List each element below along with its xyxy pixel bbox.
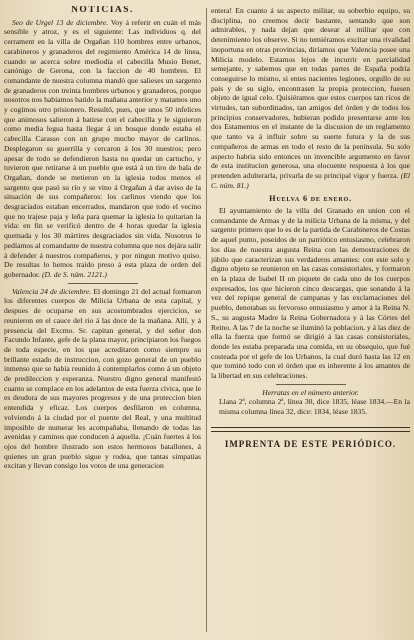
errata-divider <box>276 384 346 385</box>
valencia-continuation <box>211 6 410 190</box>
column-divider <box>206 8 207 632</box>
article-divider <box>68 283 138 284</box>
left-column <box>4 6 201 634</box>
huelva-dateline: Huelva 6 de enero. <box>269 194 352 204</box>
right-column <box>211 6 410 634</box>
seo-dateline: Seo de Urgel 13 de diciembre. <box>12 17 109 27</box>
valencia-article-text: El domingo 21 del actual formaron los diferentes cuerpos de Milicia Urbana de esta capital, y despues de ocuparse en sus acostumbrados ejercicios, se reunieron en el cauce del rio á las doce de la mañana. Allí, y á presencia del Excmo. Sr. capitan general, y del señor don Facundo Infante, gefe de la plana mayor, principiaron los fuegos de toda especie, en los que acreditaron como siempre su brillante estado de instruccion, con gozo general de un pueblo inmenso que se había reunido á contemplarlos como á un objeto de predileccion y esperanza. Nuestro digno general manifestó cuanto se complace en los adelantos de esta fuerza cívica, que le es deudora de sus mayores progresos y de una proteccion bien entendida y eficaz. Los cuerpos desfilaron en columna, volviendo á la ciudad por el puente del Real, y una multitud imposible de numerar les acompañaba, llenando de todas las avenidas y caminos que conducen á aquella. ¡Cuán fuertes á los ojos del hombre ilustrado son estos hermosos batallones, á quienes un gran pueblo sigue y rodea, que tantas simpatías excitan y llevan consigo los votos de una generacion <box>4 286 201 471</box>
section-title: NOTICIAS. <box>71 6 134 15</box>
imprint-rule <box>211 427 410 432</box>
seo-article-text: Voy á referir en cuán el más sensible y atroz, y es el siguiente: Las individuos q. del cerrament en la villa de Orgañan 110 hombres entre urbanos, carabineros y granaderos del regimiento América 14 de linea, cuando se acerca sobre mediodía el cabecilla Musio Benet, canónigo de Gerona, con la faccion de 40 hombres. El comandante de nuestra columna mandó que salieses un sargento de granaderos con treinta hombres urbanos y granaderos, porque nosotros nos habíamos batido la mañana anterior y matamos uno y cogimos otro prisionero. Resultó, pues, que unos 50 infelices que animosos salieron á batirse con el cabecilla y le siguieron como media legua hasta llegar á un bosque donde estaba el cabecilla Carasso con un grupo mucho mayor de carlinos. Desplegaron su guerrilla y cercaron á los 30 nuestros; pero apesar de todo se defendieron hasta no quedar un cartucho, y tuvieron que retirarse á un pueblo que está á un tiro de bala de Orgañan, donde se metieron en la iglesia todos menos el sargento que pasó su río y se vino á Orgañan á dar aviso de la situación de sus compañeros: los carlinos viendo que los desgraciados estaban encerrados, mandaron que todo el vecino que no trajese paja y leña para quemar la iglesia lo quitarian la vida: en fin se verificó dentro de 4 horas quedar la iglesia quemada y los 30 mártires desgraciados sin vida. Nosotros le pedíamos al comandante de nuestra columna que nos dejára salir á defender á nuestros compañeros, y por ningun motivo quiso. De resultas lo hemos traido preso á esta plaza de orden del gobernador. <box>4 17 201 279</box>
valencia-continuation-text: entera! En cuanto á su aspecto militar, su soberbio equipo, su disciplina, no creemos decir bastante, sentando que son admirables, y nada dejan que desear al militar que con detenimiento los observe. Si no temiéramos excitar una rivalidad inoportuna en otras provincias, diríamos que Valencia posee una Milicia modelo. Estamos lejos de incurrir en parcialidad semejante, y sabemos que en todas partes de España podría conseguirse lo mismo, si entes nacientes legiones, orgullo de su país y de su siglo, encontrasen la propia proteccion, fuesen objeto de igual celo. Quisiéramos que estos cuerpos tan ricos de virtudes, tan subordinados, tan amigos del órden y de todos los principios conservadores, hubieran podido presentarse ante los dos Estamentos en el instante de la discusion de un reglamento que tanto va á influir sobre su suerte futura y la de sus compañeros de armas en todo el resto de la península. Su solo aspecto habria sido entonces un invencible argumento en favor de esta institucion generosa, una elocuente respuesta á los que pretenden adulterarla, privarla de su principal vigor y fuerza. <box>211 6 410 180</box>
errata-section <box>211 388 410 417</box>
errata-title: Herratas en el número anterior. <box>262 387 359 397</box>
seo-de-urgel-article <box>4 18 201 280</box>
errata-text: Llana 2ª, columna 2ª, línea 30, dice 1835, léase 1834.—En la misma columna línea 32, dice: 1834, léase 1835. <box>219 397 410 417</box>
seo-source-citation: (D. de S. núm. 2121.) <box>41 269 107 279</box>
valencia-dateline: Valencia 24 de diciembre. <box>12 286 92 296</box>
huelva-article-text: El ayuntamiento de la villa del Granado en union con el comandante de Armas y de la milicia Urbana de la misma, y del sargento primero que lo es de la partida de Carabineros de Costas de aquel punto, poseidos de un patriótico entusiasmo, celebraron los dias de nuestra augusta Reina con las demostraciones de júbilo que caracterizan sus verdaderos amantes: con este solo y digno objeto se reunieron en las casas consistoriales, y formaron en la plaza de Isabel II un piquete de cada uno de los cuerpos expresados, los que hicieron cinco descargas, que sonando á la vez del repique general de campanas y las exclamaciones del pueblo, denotaban su fervoroso entusiasmo y amor á la Reina N. S., su augusta Madre la Reina Gobernadora y á las Córtes del Reino. A las 7 de la noche se iluminó la poblacion, y á las diez de ella la fuerza que formó se dirigió á las casas consistoriales, donde les estaba preparada una comida, en su obsequio, que fué costeada por el gefe de los Urbanos, la cual duró hasta las 12 en que tominó todo con el órden que es inherente á los amantes de la libertad en sus celebraciones. <box>211 206 410 381</box>
printer-imprint: IMPRENTA DE ESTE PERIÓDICO. <box>224 438 397 449</box>
valencia-article <box>4 287 201 471</box>
continuation-source-citation: (El C. núm. 81.) <box>211 170 410 190</box>
